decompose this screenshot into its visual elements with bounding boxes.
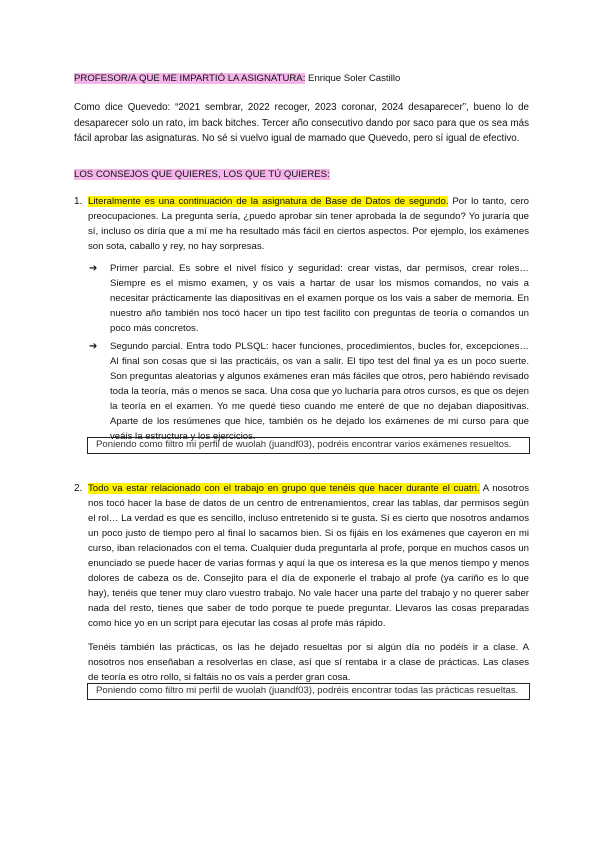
item-1-number: 1. xyxy=(74,196,83,207)
item-1-highlight: Literalmente es una continuación de la asignatura de Base de Datos de segundo. xyxy=(88,196,449,207)
arrow-bullet-icon: ➔ xyxy=(89,341,98,352)
teacher-label: PROFESOR/A QUE ME IMPARTIÓ LA ASIGNATURA: xyxy=(74,73,306,84)
item-2-practices-paragraph: Tenéis también las prácticas, os las he dejado resueltas por si algún día no podéis ir a clase. A nosotros nos enseñaban a resolverlas en clase, así que sí rentaba ir a clase de prácticas. Las clases de teoría es otro rollo, si faltáis no os vais a perder gran cosa. xyxy=(88,642,529,683)
subitem-second-partial: Segundo parcial. Entra todo PLSQL: hacer funciones, procedimientos, bucles for, excepciones… Al final son cosas que si las practicáis, os van a salir. El tipo test del final ya es un poco suerte. Son preguntas aleatorias y algunos exámenes eran más fáciles que otros, pero habiéndo revisado toda la teoría, más o menos se saca. Una cosa que yo lucharía para otros cursos, es que os dejen la teoría en el examen. Yo me quedé tieso cuando me enteré de que no dejaban diapositivas. Aparte de los resúmenes que hice, también os he dejado los exámenes de mi curso para que veáis la estructura y los ejercicios. xyxy=(110,341,529,442)
item-2-highlight: Todo va estar relacionado con el trabajo en grupo que tenéis que hacer durante el cuatri. xyxy=(88,483,480,494)
item-2-number: 2. xyxy=(74,483,83,494)
arrow-bullet-icon: ➔ xyxy=(89,263,98,274)
item-1-text: Por lo tanto, cero preocupaciones. La pregunta sería, ¿puedo aprobar sin tener aprobada la de segundo? Yo juraría que sí, incluso os diría que a mí me ha resultado más fácil en ciertos aspectos. Por ejemplo, los exámenes son sota, caballo y rey, no hay sorpresas. xyxy=(88,196,529,252)
teacher-name: Enrique Soler Castillo xyxy=(308,73,401,84)
intro-paragraph: Como dice Quevedo: “2021 sembrar, 2022 recoger, 2023 coronar, 2024 desaparecer”, bueno lo de desaparecer solo un rato, im back bitches. Tercer año consecutivo dando por saco para que os sea más fácil aprobar las asignaturas. No sé si vuelvo igual de mamado que Quevedo, pero sí igual de efectivo. xyxy=(74,102,529,144)
item-2-text: A nosotros nos tocó hacer la base de datos de un centro de entrenamientos, crear las tablas, dar permisos según el rol… La verdad es que es sencillo, incluso entretenido si te gusta. Sí es cierto que nosotros andamos un poco justo de tiempo pero al final lo sacamos bien. Si os fijáis en los exámenes que cayeron en mi curso, iban relacionados con el tema. Cualquier duda preguntarla al profe, porque en muchos casos un enunciado se puede hacer de varias formas y aquí la que os interesa es la que menos tiempo y menos dolores de cabeza os de. Consejito para el día de exponerle el trabajo al profe (ya cariño es lo que hay), tenéis que tener muy claro vuestro trabajo. No vale hacer una parte del trabajo y no querer saber nada del resto, tienes que saber de todo porque te puede preguntar. Llevaros las cosas preparadas como hice yo en un script para ejecutar las cosas al profe más rápido. xyxy=(88,483,529,629)
advice-heading-text: LOS CONSEJOS QUE QUIERES, LOS QUE TÚ QUIERES: xyxy=(74,169,330,180)
advice-heading xyxy=(74,169,330,181)
teacher-line xyxy=(74,73,400,85)
item-1-filter-box: Poniendo como filtro mi perfil de wuolah (juandf03), podréis encontrar varios exámenes resueltos. xyxy=(87,437,530,454)
item-2-paragraph xyxy=(88,481,529,631)
subitem-first-partial: Primer parcial. Es sobre el nivel físico y seguridad: crear vistas, dar permisos, crear roles… Siempre es el mismo examen, y os vais a hartar de usar los mismos comandos, no vais a necesitar prácticamente las diapositivas en el examen porque os los vais a saber de memoria. En nuestro año también nos tocó hacer un tipo test facilito con preguntas de teoría o comandos un poco más concretos. xyxy=(110,263,529,334)
item-2-filter-box: Poniendo como filtro mi perfil de wuolah (juandf03), podréis encontrar todas las prácticas resueltas. xyxy=(87,683,530,700)
item-1-paragraph xyxy=(88,194,529,254)
